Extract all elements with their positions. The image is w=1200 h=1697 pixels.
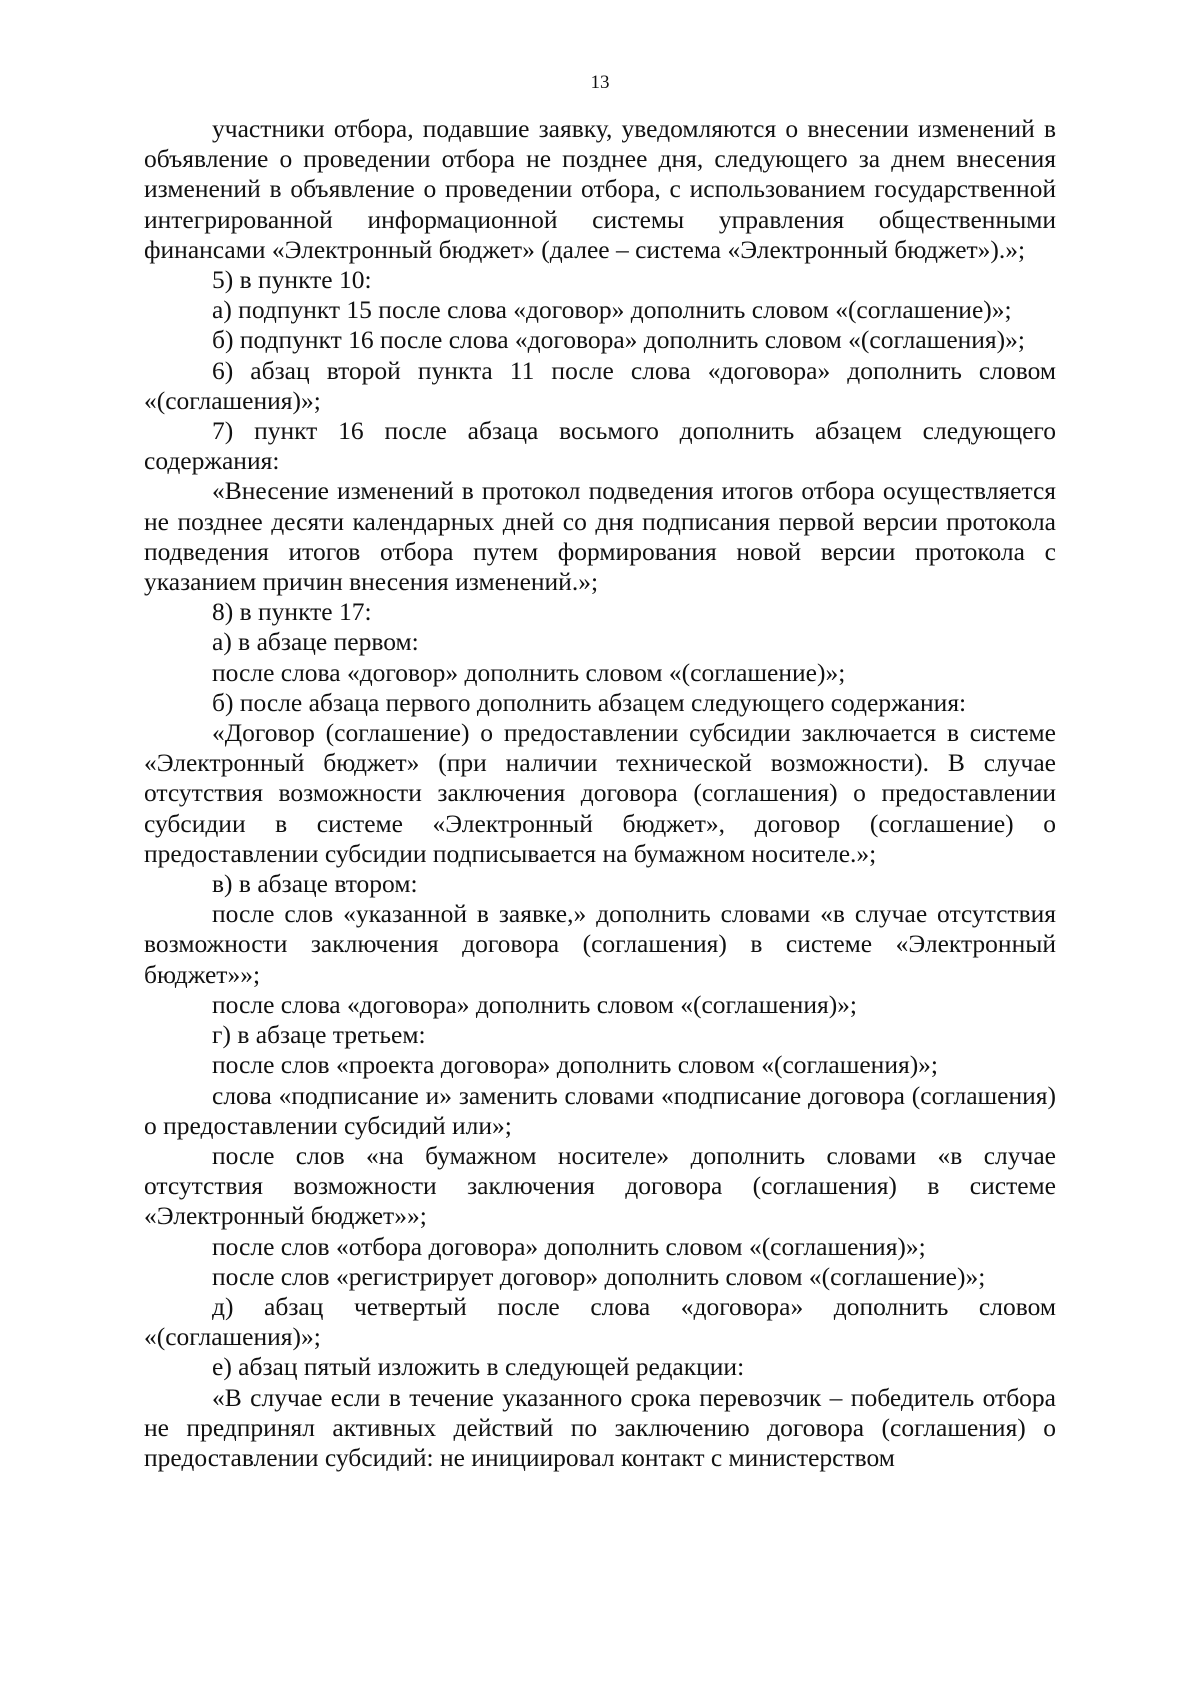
paragraph-13: в) в абзаце втором: bbox=[212, 869, 418, 899]
paragraph-1: участники отбора, подавшие заявку, уведомляются о внесении изменений в объявление о проведении отбора не позднее дня, следующего за днем внесения изменений в объявление о проведении отбора, с использованием государственной интегрированной информационной системы управления общественными финансами «Электронный бюджет» (далее – система «Электронный бюджет»).»; bbox=[144, 114, 1056, 264]
paragraph-22: д) абзац четвертый после слова «договора» дополнить словом «(соглашения)»; bbox=[144, 1291, 1056, 1352]
paragraph-10: после слова «договор» дополнить словом «(соглашение)»; bbox=[212, 657, 846, 687]
paragraph-5: 6) абзац второй пункта 11 после слова «договора» дополнить словом «(соглашения)»; bbox=[144, 355, 1056, 415]
paragraph-16: г) в абзаце третьем: bbox=[212, 1020, 426, 1050]
document-body bbox=[144, 114, 1056, 1473]
page-number: 13 bbox=[590, 72, 610, 93]
paragraph-17: после слов «проекта договора» дополнить словом «(соглашения)»; bbox=[212, 1050, 939, 1080]
paragraph-14: после слов «указанной в заявке,» дополнить словами «в случае отсутствия возможности заключения договора (соглашения) в системе «Электронный бюджет»»; bbox=[144, 899, 1056, 989]
paragraph-11: б) после абзаца первого дополнить абзацем следующего содержания: bbox=[212, 687, 967, 717]
paragraph-6: 7) пункт 16 после абзаца восьмого дополнить абзацем следующего содержания: bbox=[144, 416, 1056, 476]
paragraph-15: после слова «договора» дополнить словом «(соглашения)»; bbox=[212, 989, 858, 1019]
paragraph-2: 5) в пункте 10: bbox=[212, 265, 372, 295]
paragraph-23: е) абзац пятый изложить в следующей редакции: bbox=[212, 1352, 745, 1382]
paragraph-18: слова «подписание и» заменить словами «подписание договора (соглашения) о предоставлении субсидий или»; bbox=[144, 1080, 1056, 1140]
paragraph-8: 8) в пункте 17: bbox=[212, 597, 372, 627]
paragraph-9: а) в абзаце первом: bbox=[212, 627, 419, 657]
paragraph-19: после слов «на бумажном носителе» дополнить словами «в случае отсутствия возможности заключения договора (соглашения) в системе «Электронный бюджет»»; bbox=[144, 1140, 1056, 1231]
paragraph-24: «В случае если в течение указанного срока перевозчик – победитель отбора не предпринял активных действий по заключению договора (соглашения) о предоставлении субсидий: не инициировал контакт с министерством bbox=[144, 1382, 1056, 1472]
paragraph-21: после слов «регистрирует договор» дополнить словом «(соглашение)»; bbox=[212, 1261, 986, 1291]
paragraph-7: «Внесение изменений в протокол подведения итогов отбора осуществляется не позднее десяти календарных дней со дня подписания первой версии протокола подведения итогов отбора путем формирования новой версии протокола с указанием причин внесения изменений.»; bbox=[144, 476, 1056, 597]
paragraph-12: «Договор (соглашение) о предоставлении субсидии заключается в системе «Электронный бюджет» (при наличии технической возможности). В случае отсутствия возможности заключения договора (соглашения) о предоставлении субсидии в системе «Электронный бюджет», договор (соглашение) о предоставлении субсидии подписывается на бумажном носителе.»; bbox=[144, 718, 1056, 868]
paragraph-4: б) подпункт 16 после слова «договора» дополнить словом «(соглашения)»; bbox=[212, 325, 1025, 355]
paragraph-20: после слов «отбора договора» дополнить словом «(соглашения)»; bbox=[212, 1231, 926, 1261]
paragraph-3: а) подпункт 15 после слова «договор» дополнить словом «(соглашение)»; bbox=[212, 295, 1012, 325]
